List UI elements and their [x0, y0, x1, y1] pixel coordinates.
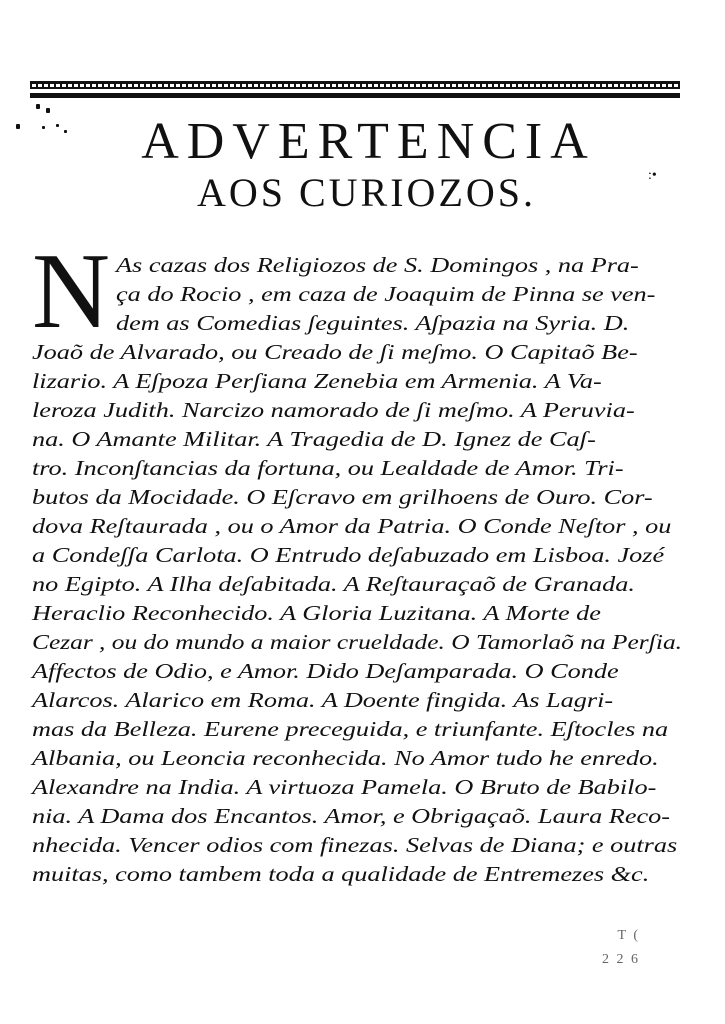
text-line: nhecida. Vencer odios com finezas. Selvas de Diana; e outras: [32, 833, 678, 857]
header-rule-middle: [30, 87, 680, 89]
text-line: dem as Comedias ʃeguintes. Aʃpazia na Syria. D.: [116, 311, 630, 335]
text-line: leroza Judith. Narcizo namorado de ʃi meʃmo. A Peruvia-: [32, 398, 635, 422]
text-line: Alexandre na India. A virtuoza Pamela. O Bruto de Babilo-: [32, 775, 657, 799]
text-line: Joaõ de Alvarado, ou Creado de ʃi meʃmo. O Capitaõ Be-: [32, 340, 638, 364]
header-rule-bottom: [30, 93, 680, 98]
text-line: dova Reʃtaurada , ou o Amor da Patria. O Conde Neʃtor , ou: [32, 514, 672, 538]
text-line: muitas, como tambem toda a qualidade de Entremezes &c.: [32, 862, 650, 886]
text-line: mas da Belleza. Eurene preceguida, e triunfante. Eʃtocles na: [32, 717, 669, 741]
text-line: As cazas dos Religiozos de S. Domingos , na Pra-: [116, 253, 639, 277]
text-line: na. O Amante Militar. A Tragedia de D. Ignez de Caʃ-: [32, 427, 596, 451]
page-subtitle: AOS CURIOZOS.: [196, 170, 537, 215]
page-title: ADVERTENCIA: [141, 113, 596, 170]
text-line: Cezar , ou do mundo a maior crueldade. O Tamorlaõ na Perʃia.: [32, 630, 683, 654]
text-line: nia. A Dama dos Encantos. Amor, e Obrigaçaõ. Laura Reco-: [32, 804, 671, 828]
text-line: lizario. A Eʃpoza Perʃiana Zenebia em Armenia. A Va-: [32, 369, 602, 393]
margin-mark-upper: T (: [617, 928, 640, 943]
text-line: no Egipto. A Ilha deʃabitada. A Reʃtauraçaõ de Granada.: [32, 572, 635, 596]
text-line: Heraclio Reconhecido. A Gloria Luzitana. A Morte de: [32, 601, 601, 625]
drop-cap: N: [32, 232, 110, 351]
text-line: a Condeʃʃa Carlota. O Entrudo deʃabuzado em Lisboa. Jozé: [32, 543, 665, 567]
ink-mark: :•: [648, 168, 657, 183]
text-line: Alarcos. Alarico em Roma. A Doente fingida. As Lagri-: [32, 688, 614, 712]
text-line: ça do Rocio , em caza de Joaquim de Pinna se ven-: [116, 282, 656, 306]
text-line: tro. Inconʃtancias da fortuna, ou Lealdade de Amor. Tri-: [32, 456, 624, 480]
margin-mark-lower: 2 2 6: [602, 952, 640, 967]
text-line: Affectos de Odio, e Amor. Dido Deʃamparada. O Conde: [32, 659, 619, 683]
text-line: butos da Mocidade. O Eʃcravo em grilhoens de Ouro. Cor-: [32, 485, 653, 509]
text-line: Albania, ou Leoncia reconhecida. No Amor tudo he enredo.: [32, 746, 659, 770]
